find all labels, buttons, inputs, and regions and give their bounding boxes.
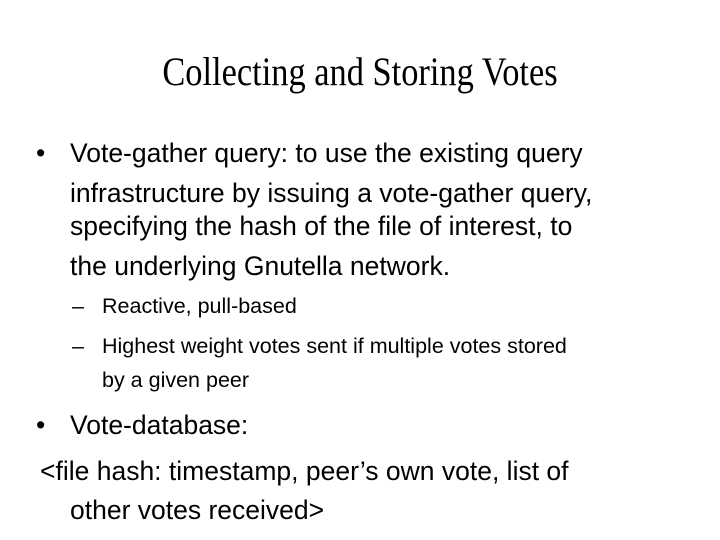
- vote-database-format-line: other votes received>: [70, 495, 325, 525]
- bullet-line: infrastructure by issuing a vote-gather query,: [70, 178, 593, 208]
- sub-bullet-marker: –: [72, 294, 84, 318]
- bullet-line: Vote-database:: [70, 410, 249, 440]
- bullet-line: specifying the hash of the file of interest, to: [70, 211, 573, 241]
- sub-bullet-marker: –: [72, 334, 84, 358]
- slide-title: Collecting and Storing Votes: [162, 49, 558, 94]
- vote-database-format-line: <file hash: timestamp, peer’s own vote, list of: [40, 456, 569, 486]
- bullet-marker: •: [36, 138, 46, 168]
- bullet-line: the underlying Gnutella network.: [70, 251, 451, 281]
- sub-bullet-line: Reactive, pull-based: [102, 294, 297, 318]
- sub-bullet-line: Highest weight votes sent if multiple votes stored: [102, 334, 567, 358]
- bullet-line: Vote-gather query: to use the existing query: [70, 138, 583, 168]
- bullet-marker: •: [36, 410, 46, 440]
- sub-bullet-line: by a given peer: [102, 368, 250, 392]
